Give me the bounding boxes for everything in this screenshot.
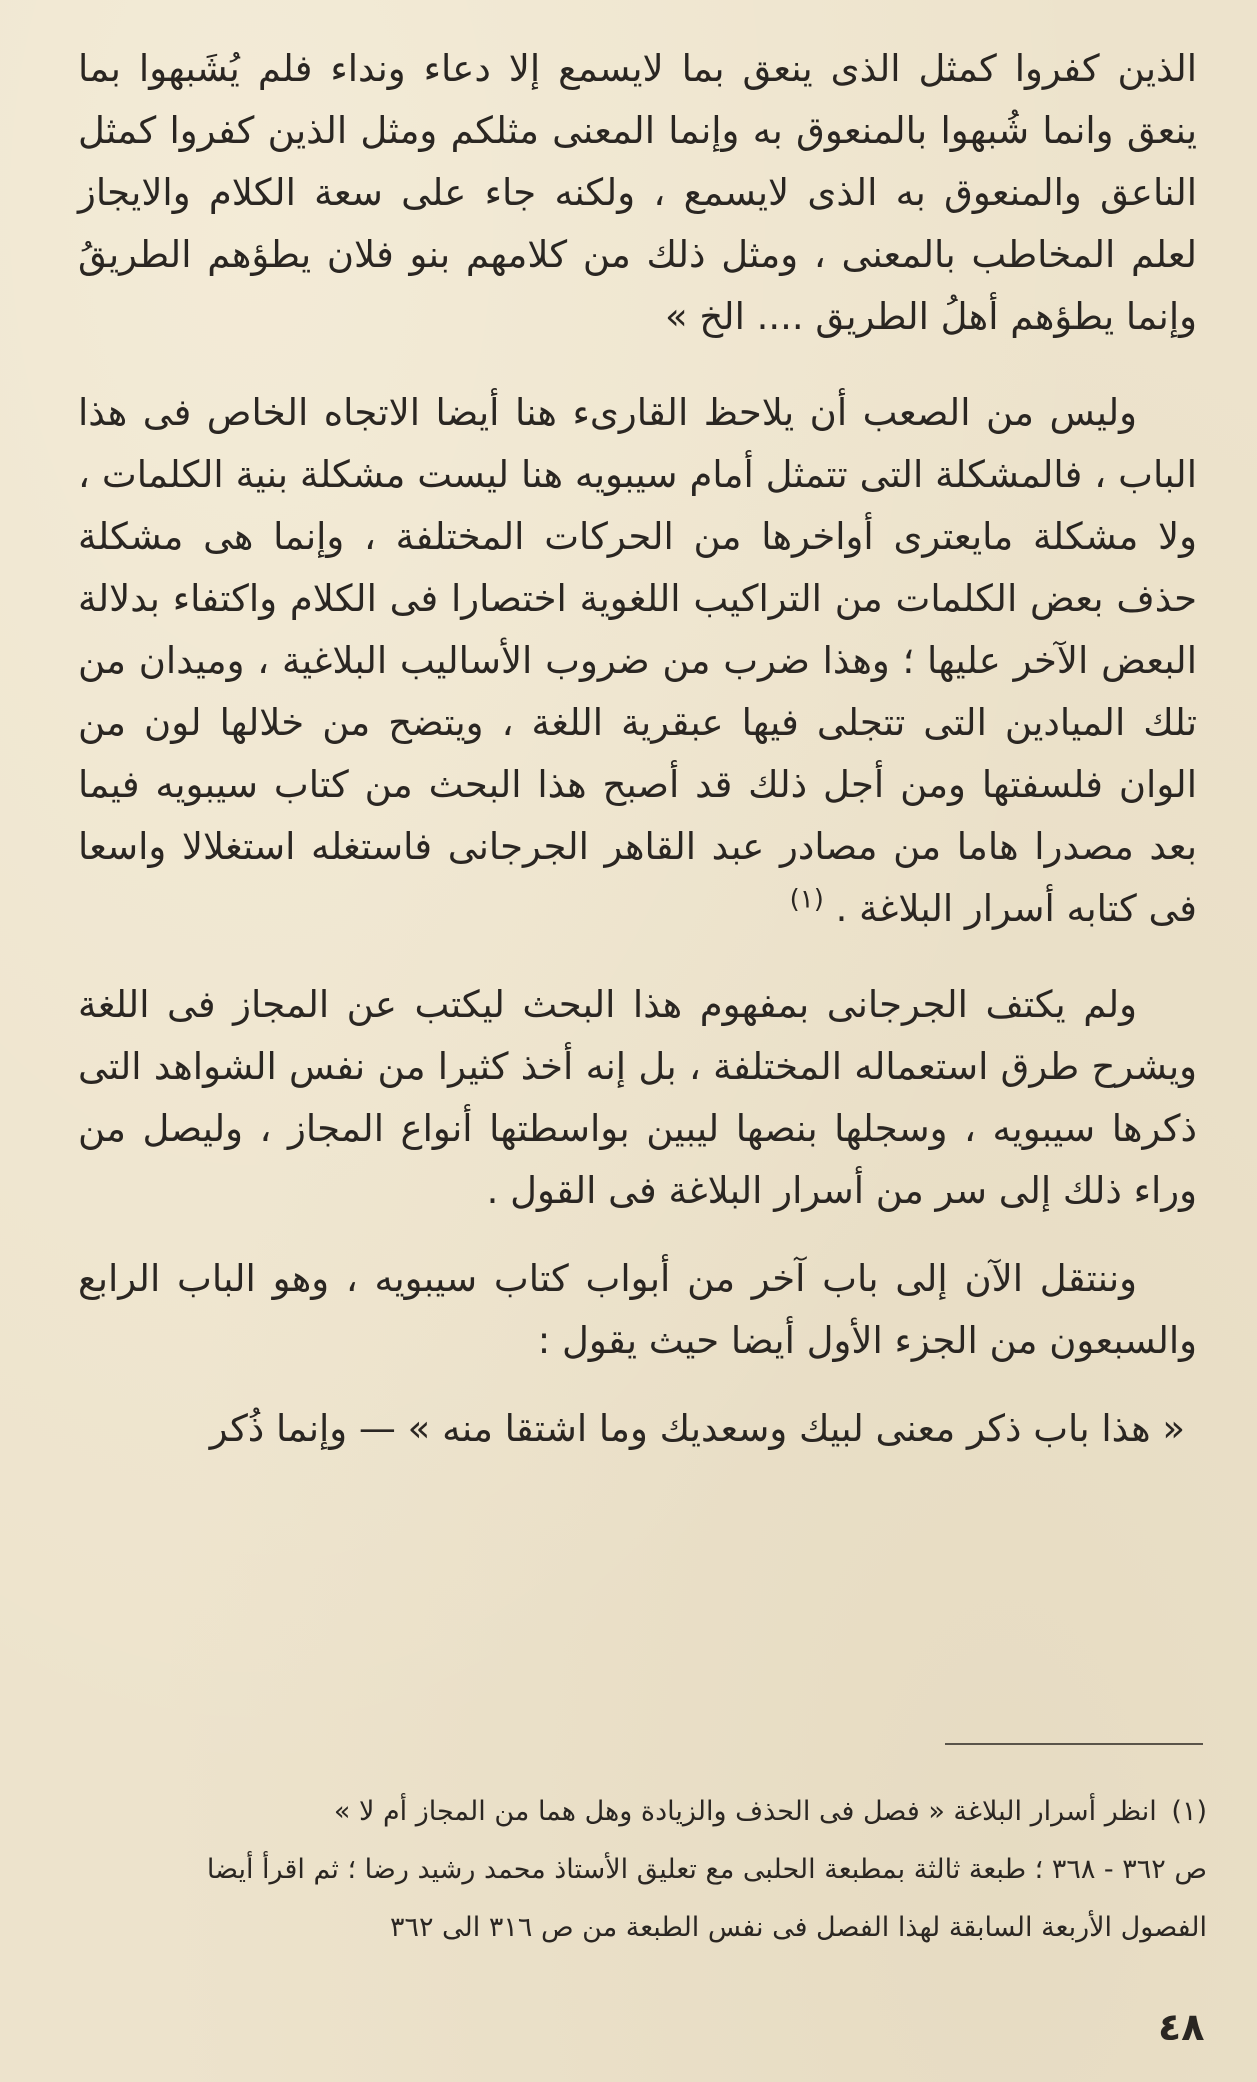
footnote-line-2: ص ٣٦٢ - ٣٦٨ ؛ طبعة ثالثة بمطبعة الحلبى مع تعليق الأستاذ محمد رشيد رضا ؛ ثم اقرأ أيضا [206,1854,1207,1885]
paragraph-1: الذين كفروا كمثل الذى ينعق بما لايسمع إلا دعاء ونداء فلم يُشَبهوا بما ينعق وانما شُبهوا بالمنعوق به وإنما المعنى مثلكم ومثل الذين كفروا كمثل الناعق والمنعوق به الذى لايسمع ، ولكنه جاء على سعة الكلام والايجاز لعلم المخاطب بالمعنى ، ومثل ذلك من كلامهم بنو فلان يطؤهم الطريقُ وإنما يطؤهم أهلُ الطريق .... الخ » [78,47,1197,338]
footnote-line-1 [70,1783,1207,1841]
footnote-line-1-text: انظر أسرار البلاغة « فصل فى الحذف والزيادة وهل هما من المجاز أم لا » [333,1796,1157,1827]
page-number: ٤٨ [1158,2005,1205,2049]
footnote-reference[interactable]: (١) [789,884,824,915]
footnote-divider [945,1743,1203,1745]
footnote-line-3: الفصول الأربعة السابقة لهذا الفصل فى نفس الطبعة من ص ٣١٦ الى ٣٦٢ [389,1912,1207,1943]
footnote-number: (١) [1171,1796,1207,1827]
footnote-block [70,1783,1207,1957]
paragraph-2 [78,382,1197,940]
paragraph-2-text: وليس من الصعب أن يلاحظ القارىء هنا أيضا الاتجاه الخاص فى هذا الباب ، فالمشكلة التى تتمثل أمام سيبويه هنا ليست مشكلة بنية الكلمات ، ولا مشكلة مايعترى أواخرها من الحركات المختلفة ، وإنما هى مشكلة حذف بعض الكلمات من التراكيب اللغوية اختصارا فى الكلام واكتفاء بدلالة البعض الآخر عليها ؛ وهذا ضرب من ضروب الأساليب البلاغية ، وميدان من تلك الميادين التى تتجلى فيها عبقرية اللغة ، ويتضح من خلالها لون من الوان فلسفتها ومن أجل ذلك قد أصبح هذا البحث من كتاب سيبويه فيما بعد مصدرا هاما من مصادر عبد القاهر الجرجانى فاستغله استغلالا واسعا فى كتابه أسرار البلاغة . [78,391,1197,930]
paragraph-4: وننتقل الآن إلى باب آخر من أبواب كتاب سيبويه ، وهو الباب الرابع والسبعون من الجزء الأول أيضا حيث يقول : [78,1257,1197,1362]
paragraph-3: ولم يكتف الجرجانى بمفهوم هذا البحث ليكتب عن المجاز فى اللغة ويشرح طرق استعماله المختلفة ، بل إنه أخذ كثيرا من نفس الشواهد التى ذكرها سيبويه ، وسجلها بنصها ليبين بواسطتها أنواع المجاز ، وليصل من وراء ذلك إلى سر من أسرار البلاغة فى القول . [78,983,1197,1212]
main-text [78,38,1197,1460]
quoted-heading: « هذا باب ذكر معنى لبيك وسعديك وما اشتقا منه » — وإنما ذُكر [209,1407,1185,1450]
